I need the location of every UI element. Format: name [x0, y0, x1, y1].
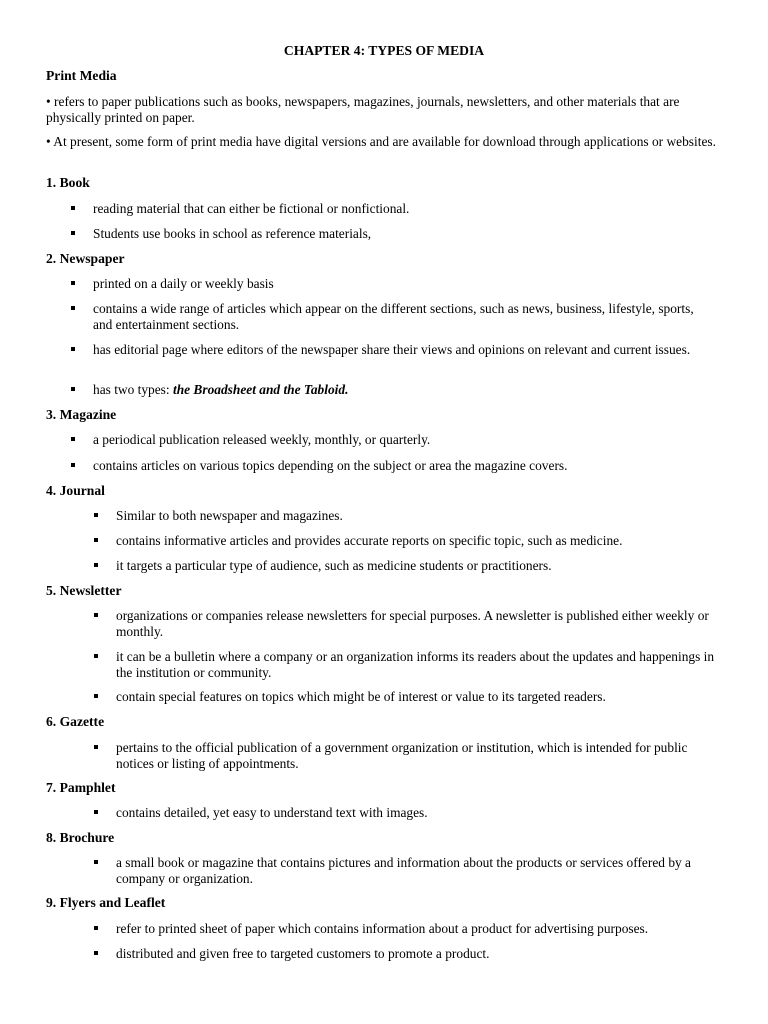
- bullet-square-icon: [94, 860, 98, 864]
- bullet-square-icon: [94, 926, 98, 930]
- heading-brochure: 8. Brochure: [46, 830, 115, 845]
- list-item: Students use books in school as reference materials,: [93, 226, 713, 242]
- bullet-square-icon: [71, 437, 75, 441]
- paragraph-print-media-digital: • At present, some form of print media have digital versions and are available for download through applications or websites.: [46, 134, 716, 149]
- bullet-square-icon: [94, 810, 98, 814]
- newspaper-types-emphasis: the Broadsheet and the Tabloid.: [172, 382, 349, 397]
- bullet-square-icon: [71, 281, 75, 285]
- bullet-square-icon: [71, 463, 75, 467]
- paragraph-print-media-definition: • refers to paper publications such as books, newspapers, magazines, journals, newsletters, and other materials that are physically printed on paper.: [46, 94, 680, 125]
- list-item: contains informative articles and provides accurate reports on specific topic, such as medicine.: [116, 533, 726, 549]
- list-item: contains a wide range of articles which appear on the different sections, such as news, business, lifestyle, sports, and entertainment sections.: [93, 301, 713, 332]
- list-item: a small book or magazine that contains pictures and information about the products or services offered by a company or organization.: [116, 855, 726, 886]
- bullet-square-icon: [71, 231, 75, 235]
- list-item: distributed and given free to targeted customers to promote a product.: [116, 946, 726, 962]
- bullet-square-icon: [94, 538, 98, 542]
- bullet-square-icon: [94, 745, 98, 749]
- list-item: contain special features on topics which might be of interest or value to its targeted readers.: [116, 689, 726, 705]
- bullet-square-icon: [94, 563, 98, 567]
- list-item: it targets a particular type of audience, such as medicine students or practitioners.: [116, 558, 726, 574]
- bullet-square-icon: [94, 613, 98, 617]
- page-title: CHAPTER 4: TYPES OF MEDIA: [283, 43, 485, 58]
- list-item: pertains to the official publication of a government organization or institution, which is intended for public notices or listing of appointments.: [116, 740, 726, 771]
- heading-book: 1. Book: [46, 175, 90, 190]
- bullet-square-icon: [71, 347, 75, 351]
- bullet-square-icon: [94, 513, 98, 517]
- list-item: reading material that can either be fictional or nonfictional.: [93, 201, 713, 217]
- bullet-square-icon: [71, 387, 75, 391]
- list-item: refer to printed sheet of paper which contains information about a product for advertising purposes.: [116, 921, 726, 937]
- bullet-square-icon: [71, 206, 75, 210]
- heading-journal: 4. Journal: [46, 483, 105, 498]
- bullet-square-icon: [94, 694, 98, 698]
- heading-magazine: 3. Magazine: [46, 407, 117, 422]
- heading-newsletter: 5. Newsletter: [46, 583, 122, 598]
- bullet-square-icon: [94, 654, 98, 658]
- bullet-square-icon: [71, 306, 75, 310]
- heading-pamphlet: 7. Pamphlet: [46, 780, 116, 795]
- heading-flyers-and-leaflet: 9. Flyers and Leaflet: [46, 895, 166, 910]
- list-item: has editorial page where editors of the newspaper share their views and opinions on relevant and current issues.: [93, 342, 713, 358]
- list-item: Similar to both newspaper and magazines.: [116, 508, 726, 524]
- list-item: contains articles on various topics depending on the subject or area the magazine covers.: [93, 458, 713, 474]
- list-item: organizations or companies release newsletters for special purposes. A newsletter is published either weekly or monthly.: [116, 608, 726, 639]
- heading-gazette: 6. Gazette: [46, 714, 105, 729]
- bullet-square-icon: [94, 951, 98, 955]
- list-item: a periodical publication released weekly, monthly, or quarterly.: [93, 432, 713, 448]
- list-item: has two types: the Broadsheet and the Tabloid.: [93, 382, 713, 398]
- list-item: printed on a daily or weekly basis: [93, 276, 713, 292]
- list-item: it can be a bulletin where a company or an organization informs its readers about the updates and happenings in the institution or community.: [116, 649, 726, 680]
- heading-newspaper: 2. Newspaper: [46, 251, 125, 266]
- list-item: contains detailed, yet easy to understand text with images.: [116, 805, 726, 821]
- heading-print-media: Print Media: [46, 68, 117, 83]
